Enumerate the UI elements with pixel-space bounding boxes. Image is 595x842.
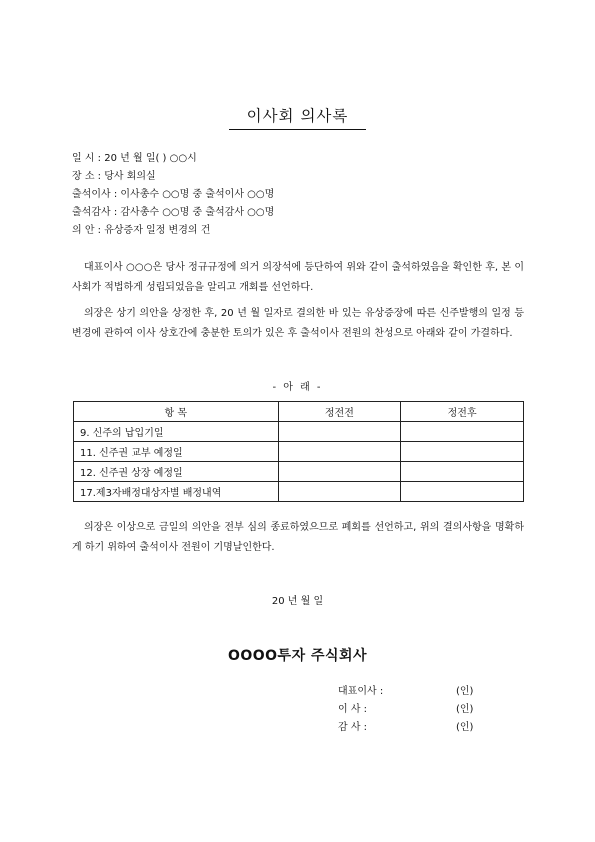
meta-value: 이사총수 ○○명 중 출석이사 ○○명 — [120, 189, 275, 200]
meta-value: 유상증자 일정 변경의 건 — [104, 225, 211, 236]
signer-role: 대표이사 : — [338, 686, 384, 697]
signer-ceo — [338, 683, 488, 701]
page-title: 이사회 의사록 — [229, 104, 367, 130]
signature-block — [338, 683, 488, 737]
table-row — [74, 442, 524, 462]
table-cell-before — [278, 442, 401, 462]
table-cell-before — [278, 422, 401, 442]
paragraph-closing: 의장은 이상으로 금일의 의안을 전부 심의 종료하였으므로 폐회를 선언하고, 위의 결의사항을 명확하게 하기 위하여 출석이사 전원이 기명날인한다. — [72, 522, 524, 553]
signer-director — [338, 701, 488, 719]
title-wrap — [0, 104, 595, 130]
table-cell-after — [401, 482, 524, 502]
paragraph-resolution: 의장은 상기 의안을 상정한 후, 20 년 월 일자로 결의한 바 있는 유상증장에 따른 신주발행의 일정 등 변경에 관하여 이사 상호간에 충분한 토의가 있은 후 출석이사 전원의 찬성으로 아래와 같이 가결하다. — [72, 308, 524, 339]
table-cell-item: 17.제3자배정대상자별 배정내역 — [74, 482, 279, 502]
meta-value: 20 년 월 일( ) ○○시 — [104, 153, 197, 164]
company-name: OOOO투자 주식회사 — [227, 648, 368, 664]
meta-row-auditors — [72, 204, 274, 222]
meta-label: 의 안 : — [72, 225, 102, 236]
table-header-row — [74, 402, 524, 422]
meta-label: 일 시 : — [72, 153, 102, 164]
meta-label: 장 소 : — [72, 171, 102, 182]
header-after: 정전후 — [401, 402, 524, 422]
table-row — [74, 462, 524, 482]
seal-mark: (인) — [456, 722, 474, 733]
table-row — [74, 422, 524, 442]
signer-role: 이 사 : — [338, 704, 368, 715]
meeting-info — [72, 150, 274, 240]
signer-auditor — [338, 719, 488, 737]
header-before: 정전전 — [278, 402, 401, 422]
meta-value: 당사 회의실 — [104, 171, 156, 182]
paragraph-opening: 대표이사 ○○○은 당사 정규규정에 의거 의장석에 등단하여 위와 같이 출석하였음을 확인한 후, 본 이사회가 적법하게 성립되었음을 알리고 개회를 선언하다. — [72, 262, 524, 293]
below-heading: - 아 래 - — [272, 382, 323, 393]
table-cell-after — [401, 462, 524, 482]
table-cell-before — [278, 482, 401, 502]
seal-mark: (인) — [456, 686, 474, 697]
meta-value: 감사총수 ○○명 중 출석감사 ○○명 — [120, 207, 275, 218]
table-row — [74, 482, 524, 502]
meta-row-directors — [72, 186, 274, 204]
table-cell-item: 9. 신주의 납입기일 — [74, 422, 279, 442]
schedule-table — [73, 401, 524, 502]
table-cell-item: 12. 신주권 상장 예정일 — [74, 462, 279, 482]
table-cell-before — [278, 462, 401, 482]
meta-row-place — [72, 168, 274, 186]
meta-row-datetime — [72, 150, 274, 168]
seal-mark: (인) — [456, 704, 474, 715]
table-cell-item: 11. 신주권 교부 예정일 — [74, 442, 279, 462]
meta-row-agenda — [72, 222, 274, 240]
table-cell-after — [401, 442, 524, 462]
header-item: 항 목 — [74, 402, 279, 422]
signer-role: 감 사 : — [338, 722, 368, 733]
signing-date: 20 년 월 일 — [271, 596, 324, 607]
meta-label: 출석감사 : — [72, 207, 118, 218]
table-cell-after — [401, 422, 524, 442]
meta-label: 출석이사 : — [72, 189, 118, 200]
